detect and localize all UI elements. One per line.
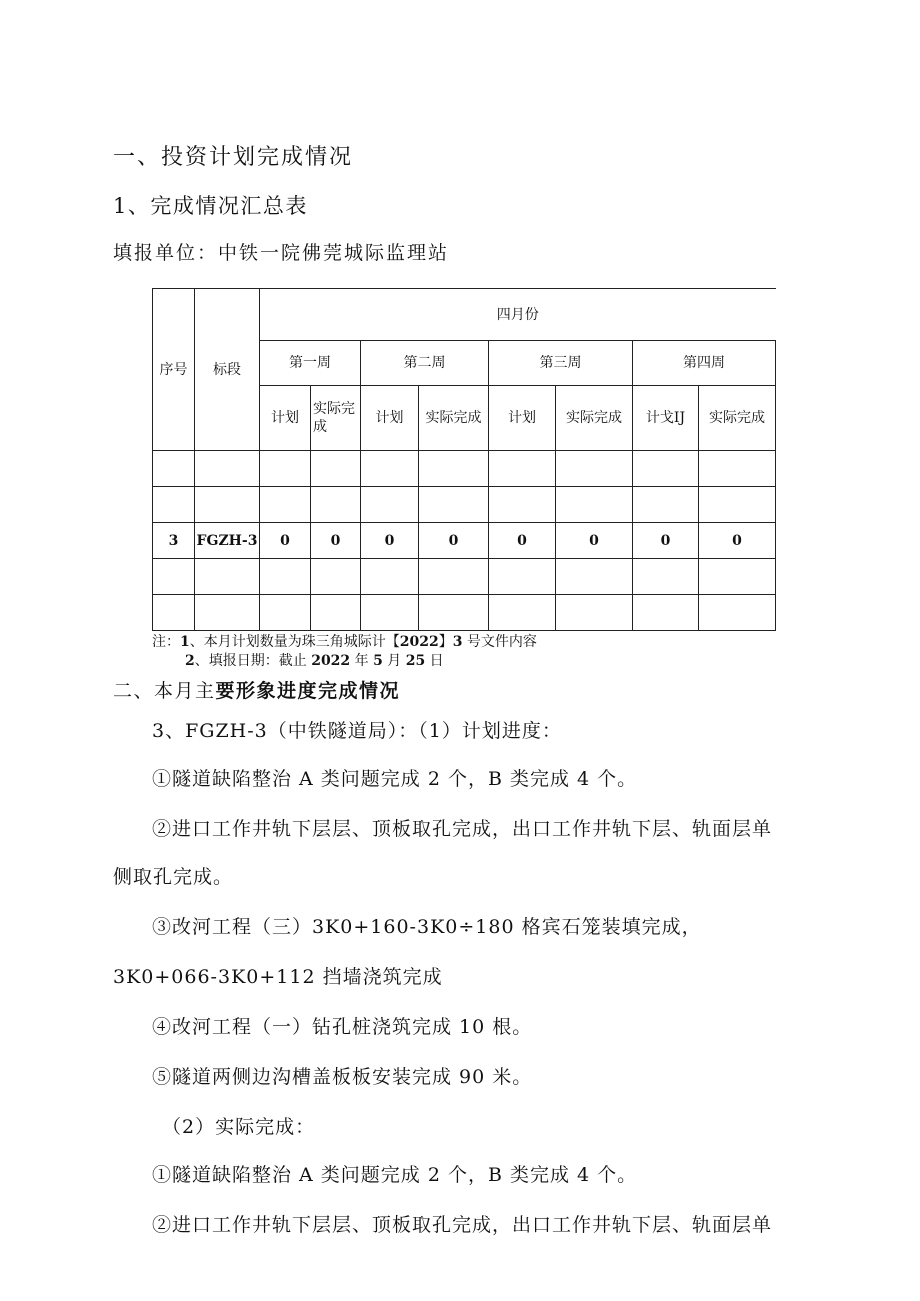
paragraph-line: ③改河工程（三）3K0+160-3K0÷180 格宾石笼装填完成， <box>152 916 702 938</box>
note-text: 】 <box>438 634 453 650</box>
section1-subtitle: 1、完成情况汇总表 <box>113 194 308 218</box>
header-no: 序号 <box>153 289 195 451</box>
note-1 <box>152 633 537 652</box>
summary-table <box>152 288 776 631</box>
note-prefix: 注： <box>152 634 180 650</box>
note-year: 2022 <box>399 634 439 650</box>
table-row-empty <box>153 487 776 523</box>
note-text: 号文件内容 <box>462 634 537 650</box>
row-value: 0 <box>260 523 311 559</box>
paragraph-line: 3、FGZH-3（中铁隧道局）：（1）计划进度： <box>152 720 562 742</box>
table-row-empty <box>153 559 776 595</box>
note-number: 2 <box>185 653 195 669</box>
section2-title-normal: 二、本月主 <box>113 680 216 702</box>
paragraph-line: 侧取孔完成。 <box>113 866 234 888</box>
row-value: 0 <box>633 523 699 559</box>
header-plan-3: 计划 <box>489 386 556 451</box>
note-number: 3 <box>452 634 463 650</box>
section2-title <box>113 676 400 703</box>
header-actual-4: 实际完成 <box>699 386 776 451</box>
header-actual-3: 实际完成 <box>556 386 633 451</box>
paragraph-line: ①隧道缺陷整治 A 类问题完成 2 个，B 类完成 4 个。 <box>152 768 638 790</box>
note-text: 日 <box>425 653 444 669</box>
paragraph-line: ②进口工作井轨下层层、顶板取孔完成，出口工作井轨下层、轨面层单 <box>152 818 773 840</box>
table-row-empty <box>153 451 776 487</box>
paragraph-line: ①隧道缺陷整治 A 类问题完成 2 个，B 类完成 4 个。 <box>152 1164 638 1186</box>
note-text: 年 <box>350 653 374 669</box>
report-unit: 填报单位：中铁一院佛莞城际监理站 <box>113 242 450 264</box>
section1-title: 一、投资计划完成情况 <box>113 145 354 170</box>
note-2 <box>152 652 537 671</box>
table-row-empty <box>153 595 776 631</box>
note-day: 25 <box>405 653 426 669</box>
row-section: FGZH-3 <box>195 523 260 559</box>
note-year: 2022 <box>311 653 351 669</box>
note-number: 1 <box>180 634 190 650</box>
table-row <box>153 523 776 559</box>
note-month: 5 <box>373 653 383 669</box>
paragraph-line: ④改河工程（一）钻孔桩浇筑完成 10 根。 <box>152 1016 533 1038</box>
header-plan-4: 计戈IJ <box>633 386 699 451</box>
header-week-1: 第一周 <box>260 341 361 386</box>
paragraph-line: （2）实际完成： <box>162 1116 316 1138</box>
row-no: 3 <box>153 523 195 559</box>
note-text: 、本月计划数量为珠三角城际计【 <box>189 634 400 650</box>
header-week-3: 第三周 <box>489 341 633 386</box>
header-plan-2: 计划 <box>361 386 419 451</box>
note-text: 月 <box>382 653 406 669</box>
row-value: 0 <box>311 523 361 559</box>
header-week-2: 第二周 <box>361 341 489 386</box>
paragraph-line: ②进口工作井轨下层层、顶板取孔完成，出口工作井轨下层、轨面层单 <box>152 1214 773 1236</box>
header-month: 四月份 <box>260 289 776 341</box>
header-plan-1: 计划 <box>260 386 311 451</box>
note-text: 、填报日期：截止 <box>194 653 312 669</box>
table-notes <box>152 633 537 671</box>
row-value: 0 <box>489 523 556 559</box>
header-section: 标段 <box>195 289 260 451</box>
row-value: 0 <box>419 523 489 559</box>
row-value: 0 <box>361 523 419 559</box>
paragraph-line: ⑤隧道两侧边沟槽盖板板安装完成 90 米。 <box>152 1066 533 1088</box>
row-value: 0 <box>699 523 776 559</box>
header-actual-2: 实际完成 <box>419 386 489 451</box>
header-actual-1: 实际完成 <box>311 386 361 451</box>
row-value: 0 <box>556 523 633 559</box>
section2-title-bold: 要形象进度完成情况 <box>215 680 401 702</box>
header-week-4: 第四周 <box>633 341 776 386</box>
paragraph-line: 3K0+066-3K0+112 挡墙浇筑完成 <box>113 966 443 988</box>
